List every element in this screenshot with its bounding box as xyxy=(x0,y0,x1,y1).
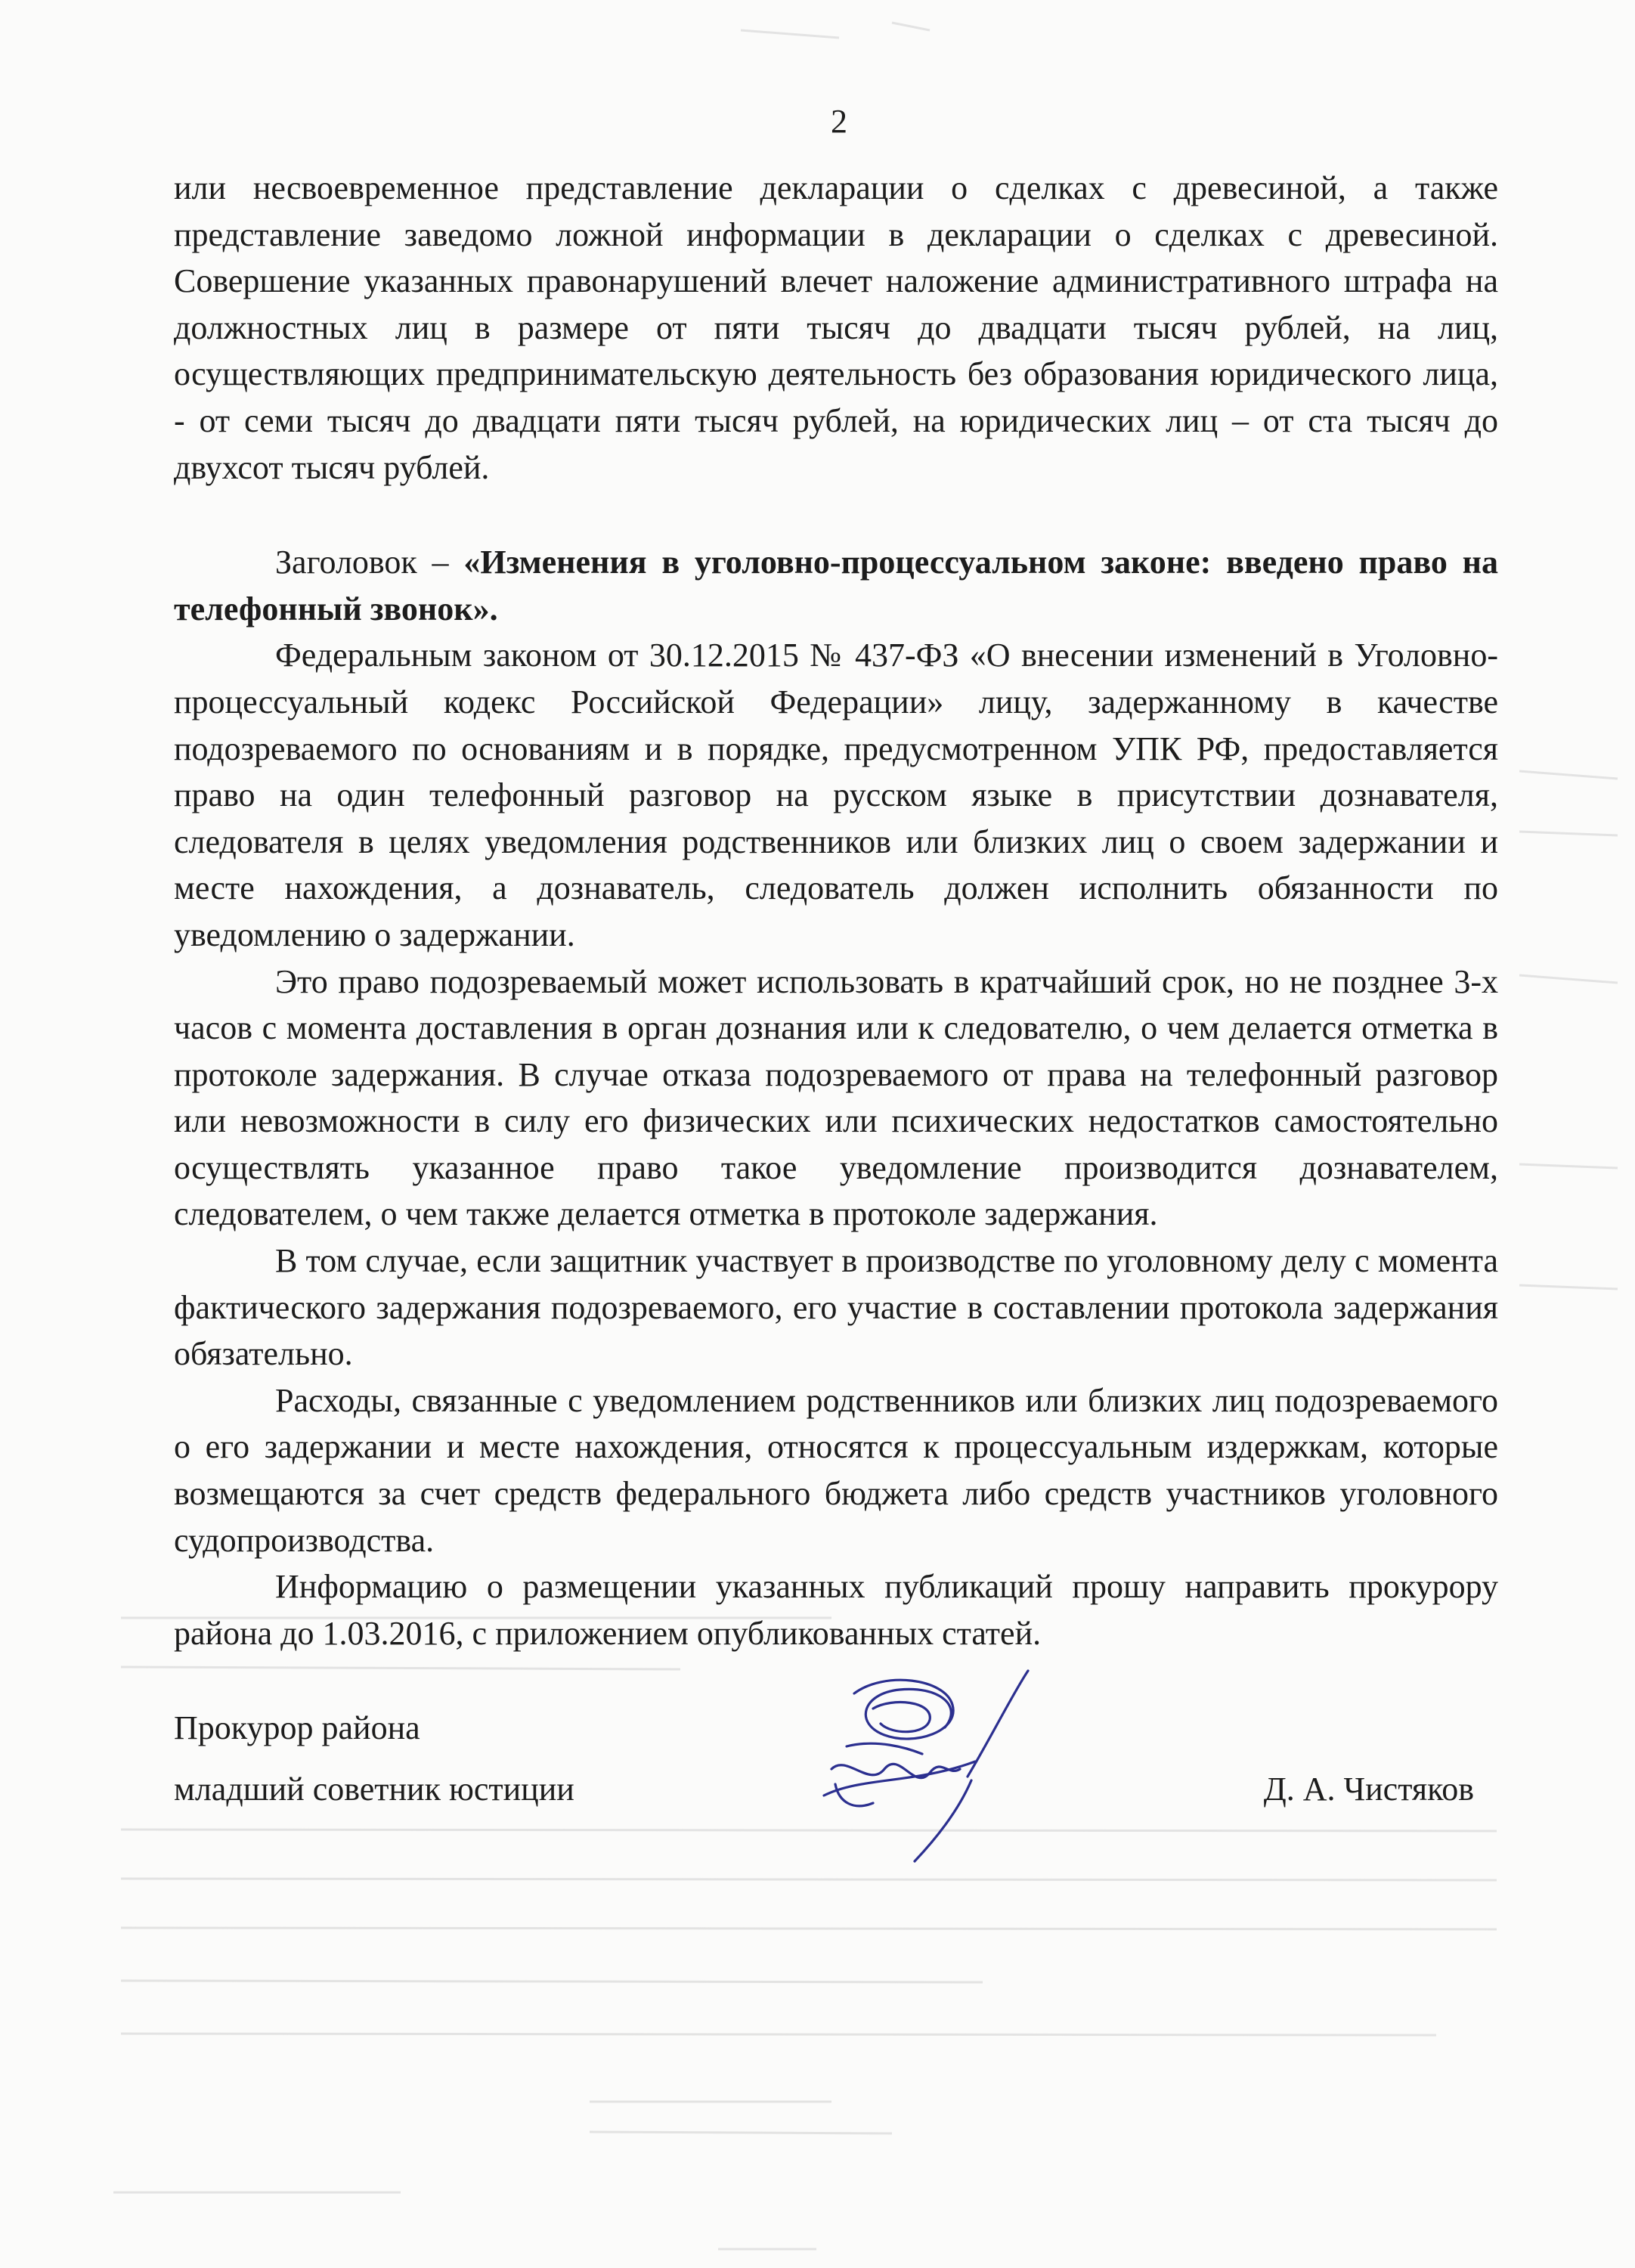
letter-body xyxy=(174,165,1498,1656)
paragraph-expenses: Расходы, связанные с уведомлением родственников или близких лиц подозреваемого о его задержании и месте нахождения, относятся к процессуальным издержкам, которые возмещаются за счет средств федерального бюджета либо средств участников уголовного судопроизводства. xyxy=(174,1381,1498,1559)
paragraph-right-usage: Это право подозреваемый может использовать в кратчайший срок, но не позднее 3-х часов с момента доставления в орган дознания или к следователю, о чем делается отметка в протоколе задержания. В случае отказа подозреваемого от права на телефонный разговор или невозможности в силу его физических или психических недостатков самостоятельно осуществлять указанное право такое уведомление производится дознавателем, следователем, о чем также делается отметка в протоколе задержания. xyxy=(174,962,1498,1233)
heading-prefix: Заголовок – xyxy=(275,544,464,581)
paragraph-request: Информацию о размещении указанных публикаций прошу направить прокурору района до 1.03.2016, с приложением опубликованных статей. xyxy=(174,1568,1498,1652)
signer-title-line1: Прокурор района xyxy=(174,1709,420,1746)
paragraph-continuation: или несвоевременное представление декларации о сделках с древесиной, а также представление заведомо ложной информации в декларации о сделках с древесиной. Совершение указанных правонарушений влечет наложение административного штрафа на должностных лиц в размере от пяти тысяч до двадцати тысяч рублей, на лиц, осуществляющих предпринимательскую деятельность без образования юридического лица, - от семи тысяч до двадцати пяти тысяч рублей, на юридических лиц – от ста тысяч до двухсот тысяч рублей. xyxy=(174,169,1498,486)
publication-heading xyxy=(174,539,1498,632)
page-number: 2 xyxy=(831,103,847,140)
paragraph-federal-law: Федеральным законом от 30.12.2015 № 437-ФЗ «О внесении изменений в Уголовно-процессуальный кодекс Российской Федерации» лицу, задержанному в качестве подозреваемого по основаниям и в порядке, предусмотренном УПК РФ, предоставляется право на один телефонный разговор на русском языке в присутствии дознавателя, следователя в целях уведомления родственников или близких лиц о своем задержании и месте нахождения, а дознаватель, следователь должен исполнить обязанности по уведомлению о задержании. xyxy=(174,637,1498,953)
signer-name: Д. А. Чистяков xyxy=(1263,1771,1474,1808)
heading-title: «Изменения в уголовно-процессуальном законе: введено право на телефонный звонок». xyxy=(174,544,1498,627)
paragraph-defender: В том случае, если защитник участвует в производстве по уголовному делу с момента фактического задержания подозреваемого, его участие в составлении протокола задержания обязательно. xyxy=(174,1242,1498,1373)
handwritten-signature xyxy=(801,1663,1051,1867)
signer-title-line2: младший советник юстиции xyxy=(174,1771,574,1808)
